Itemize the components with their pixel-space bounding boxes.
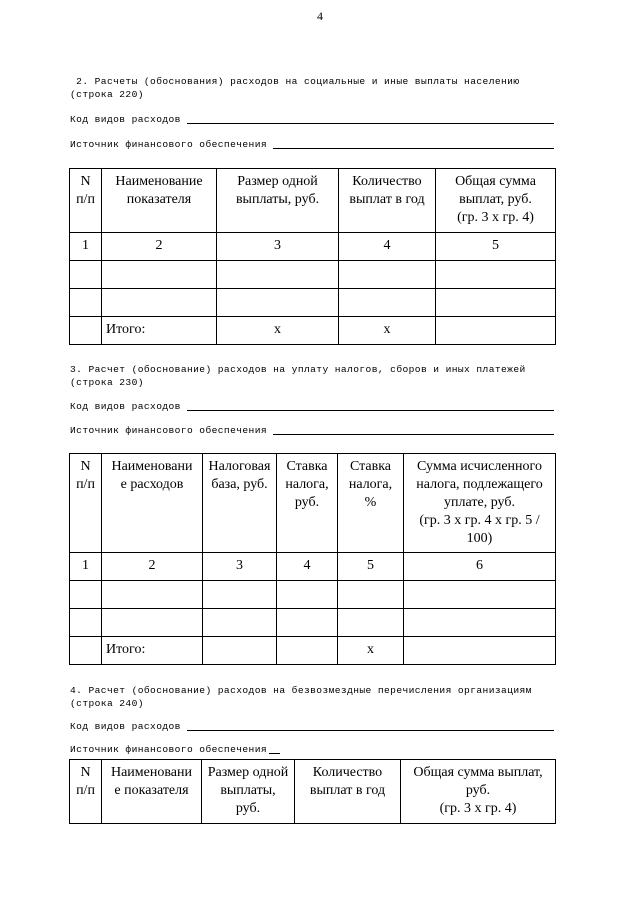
empty-cell[interactable] — [277, 609, 338, 637]
section2-title-line1: 2. Расчеты (обоснования) расходов на социальные и иные выплаты населению — [70, 76, 520, 87]
number-cell: 3 — [203, 553, 277, 581]
page-number: 4 — [317, 9, 323, 23]
number-cell: 4 — [277, 553, 338, 581]
kod-label: Код видов расходов — [70, 721, 181, 732]
empty-cell[interactable] — [277, 581, 338, 609]
section4-istochnik-field — [70, 744, 280, 756]
section3-title-line2: (строка 230) — [70, 377, 144, 388]
empty-cell[interactable] — [404, 581, 556, 609]
header-cell: Размер одной выплаты, руб. — [202, 760, 295, 824]
total-cell — [436, 317, 556, 345]
total-label: Итого: — [102, 317, 217, 345]
header-cell: Налоговая база, руб. — [203, 454, 277, 553]
table-header-row — [70, 454, 556, 553]
table-total-row — [70, 317, 556, 345]
empty-cell[interactable] — [70, 609, 102, 637]
table-row[interactable] — [70, 261, 556, 289]
kod-input-line[interactable] — [187, 122, 554, 124]
section4-kod-field — [70, 721, 554, 733]
istochnik-input-line[interactable] — [273, 147, 554, 149]
empty-cell[interactable] — [102, 289, 217, 317]
header-cell: Наименовани е расходов — [102, 454, 203, 553]
total-cell — [404, 637, 556, 665]
empty-cell[interactable] — [203, 581, 277, 609]
number-cell: 2 — [102, 553, 203, 581]
number-cell: 5 — [338, 553, 404, 581]
table-total-row — [70, 637, 556, 665]
section3-istochnik-field — [70, 425, 554, 437]
empty-cell[interactable] — [338, 581, 404, 609]
header-cell: Общая сумма выплат, руб. (гр. 3 x гр. 4) — [436, 169, 556, 233]
empty-cell[interactable] — [339, 261, 436, 289]
section4-table — [69, 759, 556, 824]
empty-cell[interactable] — [339, 289, 436, 317]
istochnik-input-line[interactable] — [273, 433, 554, 435]
total-label: Итого: — [102, 637, 203, 665]
number-cell: 4 — [339, 233, 436, 261]
section2-table — [69, 168, 556, 345]
total-cell: x — [339, 317, 436, 345]
header-cell: N п/п — [70, 760, 102, 824]
header-cell: Ставка налога, % — [338, 454, 404, 553]
section4-title-line2: (строка 240) — [70, 698, 144, 709]
empty-cell[interactable] — [70, 289, 102, 317]
empty-cell[interactable] — [436, 261, 556, 289]
kod-input-line[interactable] — [187, 729, 554, 731]
table-row[interactable] — [70, 609, 556, 637]
header-cell: N п/п — [70, 454, 102, 553]
header-cell: Общая сумма выплат, руб. (гр. 3 x гр. 4) — [401, 760, 556, 824]
empty-cell[interactable] — [436, 289, 556, 317]
istochnik-input-line[interactable] — [269, 752, 280, 754]
number-cell: 2 — [102, 233, 217, 261]
number-cell: 5 — [436, 233, 556, 261]
header-cell: Ставка налога, руб. — [277, 454, 338, 553]
kod-label: Код видов расходов — [70, 114, 181, 125]
header-cell: Наименование показателя — [102, 169, 217, 233]
number-cell: 1 — [70, 553, 102, 581]
total-cell — [203, 637, 277, 665]
table-header-row — [70, 760, 556, 824]
kod-input-line[interactable] — [187, 409, 554, 411]
empty-cell[interactable] — [404, 609, 556, 637]
istochnik-label: Источник финансового обеспечения — [70, 744, 268, 755]
table-row[interactable] — [70, 289, 556, 317]
number-cell: 1 — [70, 233, 102, 261]
number-cell: 6 — [404, 553, 556, 581]
header-cell: Сумма исчисленного налога, подлежащего уплате, руб. (гр. 3 x гр. 4 x гр. 5 / 100) — [404, 454, 556, 553]
number-cell: 3 — [217, 233, 339, 261]
section3-table — [69, 453, 556, 665]
total-cell — [277, 637, 338, 665]
empty-cell[interactable] — [338, 609, 404, 637]
empty-cell[interactable] — [102, 261, 217, 289]
empty-cell[interactable] — [217, 289, 339, 317]
kod-label: Код видов расходов — [70, 401, 181, 412]
istochnik-label: Источник финансового обеспечения — [70, 425, 268, 436]
header-cell: Количество выплат в год — [295, 760, 401, 824]
total-cell — [70, 637, 102, 665]
empty-cell[interactable] — [102, 609, 203, 637]
section2-kod-field — [70, 114, 554, 126]
header-cell: Размер одной выплаты, руб. — [217, 169, 339, 233]
section2-title-line2: (строка 220) — [70, 89, 144, 100]
section3-title-line1: 3. Расчет (обоснование) расходов на уплату налогов, сборов и иных платежей — [70, 364, 526, 375]
table-row[interactable] — [70, 581, 556, 609]
empty-cell[interactable] — [70, 581, 102, 609]
section2-istochnik-field — [70, 139, 554, 151]
empty-cell[interactable] — [70, 261, 102, 289]
section3-kod-field — [70, 401, 554, 413]
total-cell: x — [217, 317, 339, 345]
header-cell: N п/п — [70, 169, 102, 233]
table-number-row — [70, 233, 556, 261]
header-cell: Наименовани е показателя — [102, 760, 202, 824]
empty-cell[interactable] — [102, 581, 203, 609]
table-header-row — [70, 169, 556, 233]
header-cell: Количество выплат в год — [339, 169, 436, 233]
total-cell: x — [338, 637, 404, 665]
table-number-row — [70, 553, 556, 581]
total-cell — [70, 317, 102, 345]
section4-title-line1: 4. Расчет (обоснование) расходов на безвозмездные перечисления организациям — [70, 685, 532, 696]
istochnik-label: Источник финансового обеспечения — [70, 139, 268, 150]
empty-cell[interactable] — [217, 261, 339, 289]
empty-cell[interactable] — [203, 609, 277, 637]
